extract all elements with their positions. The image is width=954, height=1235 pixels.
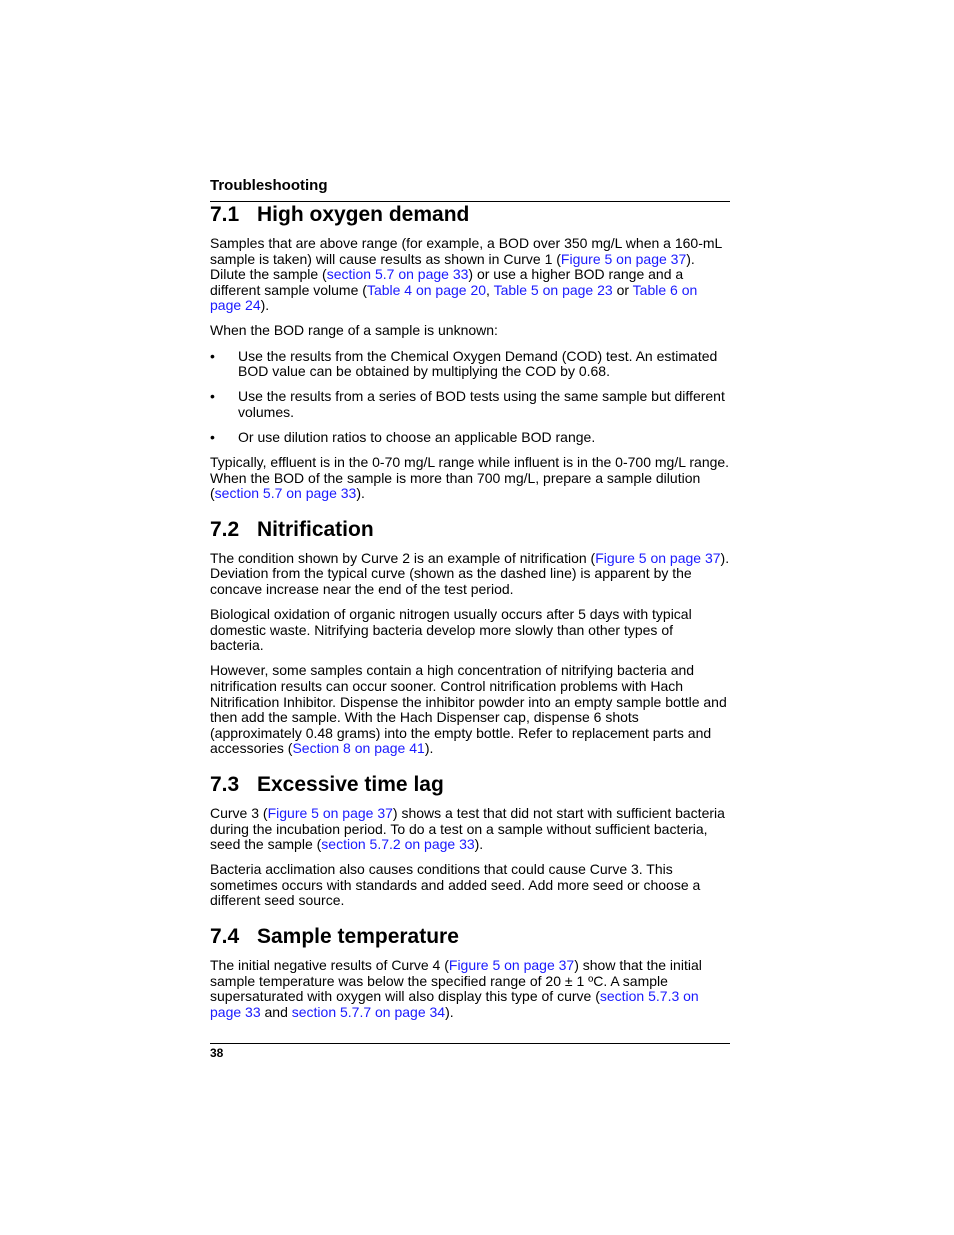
page-content: [210, 201, 730, 1034]
bullet-list: [210, 349, 730, 446]
paragraph: Biological oxidation of organic nitrogen usually occurs after 5 days with typical domestic waste. Nitrifying bacteria develop more slowly than other types of bacteria.: [210, 606, 692, 654]
section-7-4: [210, 923, 730, 1020]
paragraph-text: Typically, effluent is in the 0-70 mg/L range while influent is in the 0-700 mg/L range. When the BOD of the sample is more than 700 mg/L, prepare a sample dilution (: [210, 454, 730, 502]
paragraph: [210, 551, 730, 598]
section-heading: [210, 516, 730, 544]
section-heading: [210, 201, 730, 229]
section-number: 7.2: [210, 517, 240, 541]
section-title: Excessive time lag: [257, 772, 444, 796]
cross-reference-link[interactable]: Section 8 on page 41: [292, 740, 425, 757]
cross-reference-link[interactable]: Figure 5 on page 37: [560, 250, 687, 267]
paragraph: When the BOD range of a sample is unknown:: [210, 322, 498, 339]
cross-reference-link[interactable]: Table 5 on page 23: [493, 281, 613, 298]
cross-reference-link[interactable]: section 5.7 on page 33: [214, 485, 357, 502]
cross-reference-link[interactable]: Figure 5 on page 37: [595, 549, 721, 566]
paragraph-text: However, some samples contain a high concentration of nitrifying bacteria and nitrification results can occur sooner. Control nitrification problems with Hach Nitrification Inhibitor. Dispense the inhibitor powder into an empty sample bottle and then add the sample. With the Hach Dispenser cap, dispense 6 shots (approximately 0.48 grams) into the empty bottle. Refer to replacement parts and accessories (: [210, 662, 727, 757]
paragraph: [210, 663, 730, 757]
paragraph-text: ) or use a higher BOD range and a different sample volume (: [210, 266, 684, 298]
page-number: 38: [210, 1046, 224, 1060]
cross-reference-link[interactable]: Table 6 on page 24: [210, 281, 698, 314]
section-title: High oxygen demand: [257, 203, 470, 226]
paragraph-text: and: [260, 1003, 292, 1020]
list-item: • Use the results from a series of BOD tests using the same sample but different volumes.: [210, 388, 725, 420]
cross-reference-link[interactable]: section 5.7.7 on page 34: [291, 1003, 446, 1020]
bullet-icon: •: [210, 388, 215, 405]
paragraph-text: ).: [424, 740, 434, 757]
cross-reference-link[interactable]: section 5.7 on page 33: [326, 266, 469, 283]
paragraph-text: ).: [445, 1003, 454, 1020]
paragraph: [210, 958, 730, 1020]
cross-reference-link[interactable]: section 5.7.2 on page 33: [321, 836, 475, 853]
paragraph: [210, 806, 730, 853]
paragraph-text: The initial negative results of Curve 4 (: [210, 957, 449, 973]
paragraph-text: Samples that are above range (for example, a BOD over 350 mg/L when a 160-mL sample is taken) will cause results as shown in Curve 1 (: [210, 235, 722, 267]
section-number: 7.3: [210, 772, 240, 796]
section-heading: [210, 923, 730, 951]
paragraph-text: ).: [474, 836, 484, 853]
cross-reference-link[interactable]: Figure 5 on page 37: [448, 957, 575, 973]
paragraph: Bacteria acclimation also causes conditions that could cause Curve 3. This sometimes occurs with standards and added seed. Add more seed or choose a different seed source.: [210, 861, 701, 909]
running-header: Troubleshooting: [210, 177, 730, 202]
list-item: • Or use dilution ratios to choose an applicable BOD range.: [210, 428, 596, 445]
paragraph-text: ). Dilute the sample (: [210, 250, 695, 283]
section-number: 7.1: [210, 203, 240, 226]
paragraph: [210, 455, 730, 502]
section-number: 7.4: [210, 925, 240, 948]
cross-reference-link[interactable]: Figure 5 on page 37: [267, 804, 393, 821]
list-item: • Use the results from the Chemical Oxygen Demand (COD) test. An estimated BOD value can be obtained by multiplying the COD by 0.68.: [210, 347, 718, 380]
paragraph-text: ).: [260, 297, 270, 314]
section-heading: [210, 771, 730, 799]
paragraph-text: The condition shown by Curve 2 is an example of nitrification (: [210, 549, 596, 566]
paragraph-text: ) shows a test that did not start with sufficient bacteria during the incubation period. To do a test on a sample without sufficient bacteria, seed the sample (: [210, 804, 725, 853]
section-title: Nitrification: [257, 517, 374, 541]
paragraph-text: Curve 3 (: [210, 804, 268, 821]
paragraph-text: ).: [356, 485, 365, 502]
section-7-1: [210, 201, 730, 502]
footer-divider: [210, 1043, 730, 1044]
bullet-icon: •: [210, 347, 215, 364]
section-title: Sample temperature: [257, 925, 459, 948]
bullet-icon: •: [210, 428, 215, 445]
cross-reference-link[interactable]: Table 4 on page 20: [366, 281, 487, 298]
paragraph-text: or: [612, 281, 633, 298]
section-7-3: [210, 771, 730, 909]
paragraph-text: ). Deviation from the typical curve (shown as the dashed line) is apparent by the concave increase near the end of the test period.: [210, 549, 730, 597]
paragraph-text: ) show that the initial sample temperature was below the specified range of 20 ± 1 ºC. A sample supersaturated with oxygen will also display this type of curve (: [210, 957, 702, 1005]
paragraph-text: ,: [486, 281, 494, 298]
section-7-2: [210, 516, 730, 757]
cross-reference-link[interactable]: section 5.7.3 on page 33: [210, 988, 699, 1020]
paragraph: [210, 236, 730, 314]
